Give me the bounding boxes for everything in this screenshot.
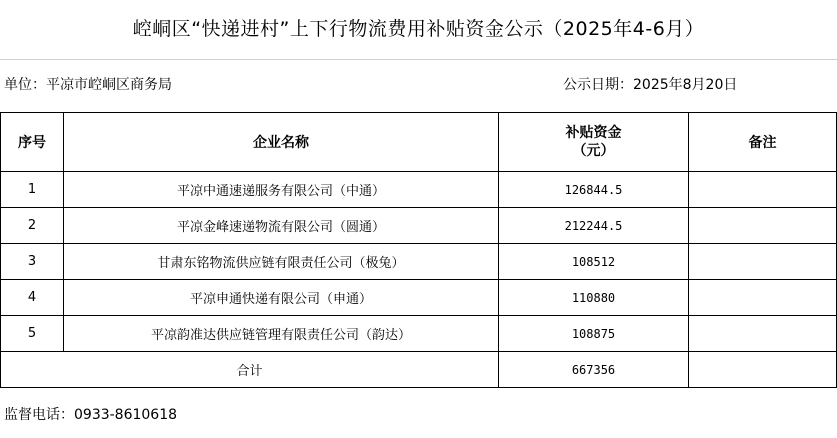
row-no: 5 xyxy=(1,316,64,352)
row-note xyxy=(689,172,837,208)
row-no: 3 xyxy=(1,244,64,280)
supervision-phone: 监督电话：0933-8610618 xyxy=(4,407,178,423)
row-no: 1 xyxy=(1,172,64,208)
row-note xyxy=(689,316,837,352)
table-row xyxy=(1,280,837,316)
row-company-name: 平凉金峰速递物流有限公司（圆通） xyxy=(64,208,499,244)
row-company-name: 平凉中通速递服务有限公司（中通） xyxy=(64,172,499,208)
subsidy-table xyxy=(0,112,837,388)
row-no: 2 xyxy=(1,208,64,244)
row-note xyxy=(689,208,837,244)
table-row xyxy=(1,244,837,280)
total-label: 合计 xyxy=(1,352,499,388)
publish-date: 公示日期：2025年8月20日 xyxy=(563,77,738,93)
header-amount-line1: 补贴资金 xyxy=(565,125,622,141)
row-company-name: 平凉申通快递有限公司（申通） xyxy=(64,280,499,316)
table-header-row xyxy=(1,113,837,172)
header-subsidy-amount xyxy=(499,113,689,172)
row-amount: 110880 xyxy=(499,280,689,316)
row-note xyxy=(689,280,837,316)
total-note xyxy=(689,352,837,388)
table-row xyxy=(1,316,837,352)
page-title: 崆峒区“快递进村”上下行物流费用补贴资金公示（2025年4-6月） xyxy=(132,18,705,40)
issuing-unit: 单位：平凉市崆峒区商务局 xyxy=(4,77,172,93)
row-no: 4 xyxy=(1,280,64,316)
total-row xyxy=(1,352,837,388)
header-company-name: 企业名称 xyxy=(64,113,499,172)
total-amount: 667356 xyxy=(499,352,689,388)
header-note: 备注 xyxy=(689,113,837,172)
row-amount: 126844.5 xyxy=(499,172,689,208)
table-row xyxy=(1,172,837,208)
row-company-name: 平凉韵准达供应链管理有限责任公司（韵达） xyxy=(64,316,499,352)
header-no: 序号 xyxy=(1,113,64,172)
row-company-name: 甘肃东铭物流供应链有限责任公司（极兔） xyxy=(64,244,499,280)
row-amount: 108875 xyxy=(499,316,689,352)
row-amount: 212244.5 xyxy=(499,208,689,244)
header-amount-line2: （元） xyxy=(572,143,615,159)
title-divider xyxy=(0,59,837,60)
row-note xyxy=(689,244,837,280)
row-amount: 108512 xyxy=(499,244,689,280)
table-row xyxy=(1,208,837,244)
